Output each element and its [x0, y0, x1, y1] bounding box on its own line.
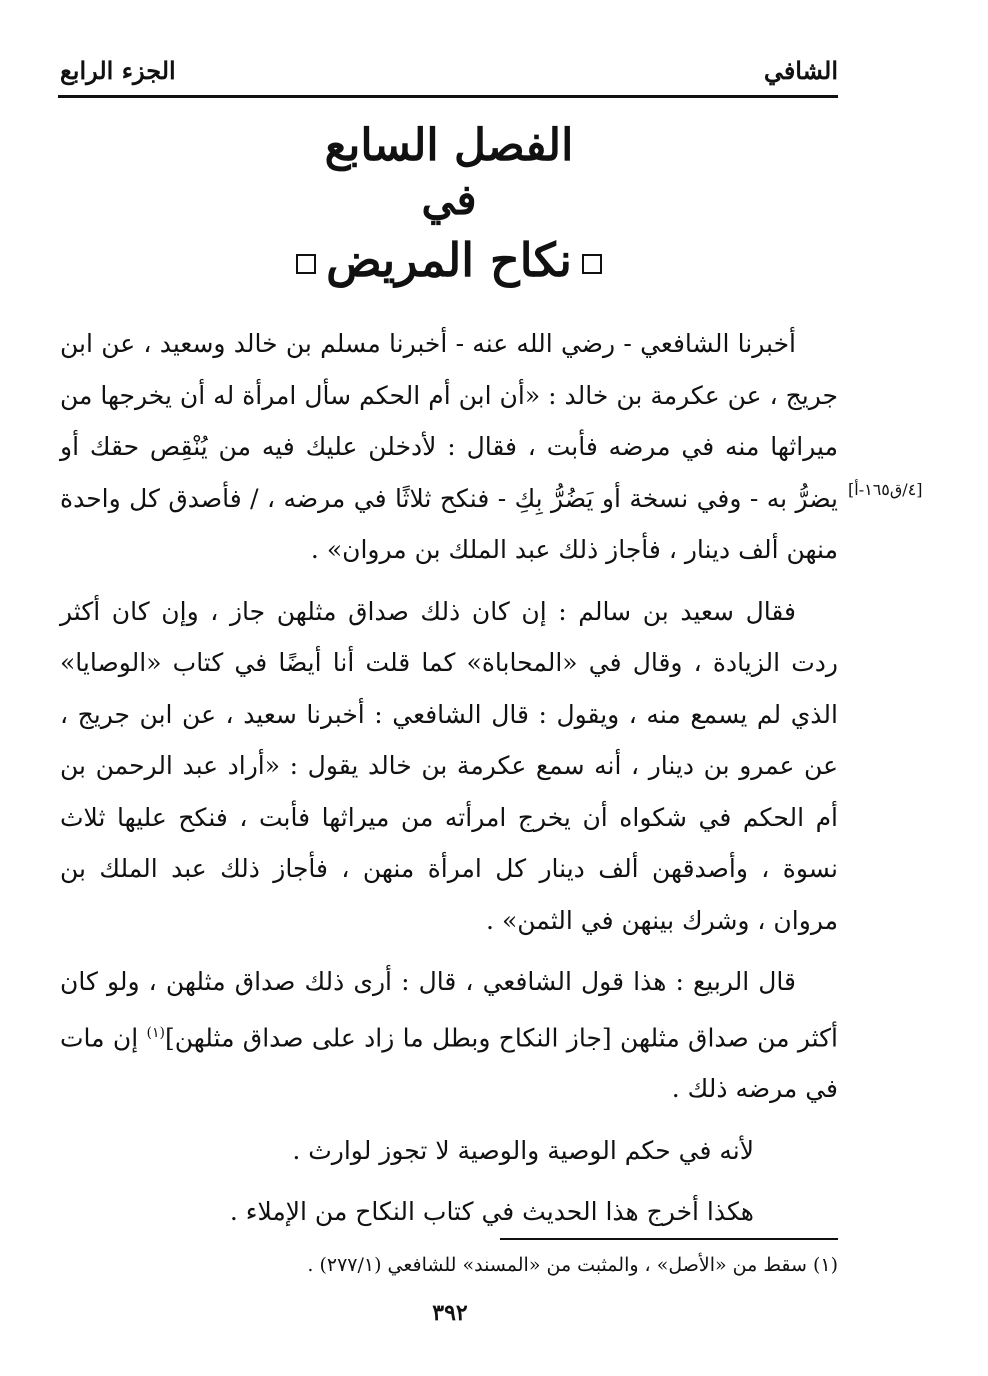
footnote: (١) سقط من «الأصل» ، والمثبت من «المسند» للشافعي (٢٧٧/١) . — [307, 1254, 838, 1276]
square-ornament-right — [582, 254, 602, 274]
book-title: الشافي — [763, 56, 838, 85]
page-number: ٣٩٢ — [432, 1300, 468, 1326]
running-header — [60, 56, 838, 96]
paragraph-5: هكذا أخرج هذا الحديث في كتاب النكاح من الإملاء . — [229, 1197, 754, 1227]
chapter-title — [60, 118, 838, 294]
part-label: الجزء الرابع — [60, 56, 176, 85]
square-ornament-left — [296, 254, 316, 274]
chapter-title-line3 — [60, 226, 838, 294]
footnote-rule — [500, 1238, 838, 1240]
paragraph-3-text: قال الربيع : هذا قول الشافعي ، قال : أرى ذلك صداق مثلهن ، ولو كان أكثر من صداق مثلهن [جاز النكاح وبطل ما زاد على صداق مثلهن] — [60, 967, 839, 1052]
header-rule — [58, 95, 838, 98]
chapter-title-line2: في — [421, 175, 477, 224]
footnote-marker: (١) — [146, 1024, 165, 1041]
paragraph-4: لأنه في حكم الوصية والوصية لا تجوز لوارث . — [292, 1135, 754, 1165]
paragraph-3 — [60, 956, 838, 1115]
paragraph-3-tail: إن مات في مرضه ذلك . — [60, 1022, 838, 1104]
manuscript-folio-note: [٤/ق١٦٥-أ] — [848, 480, 923, 499]
paragraph-1: أخبرنا الشافعي - رضي الله عنه - أخبرنا مسلم بن خالد وسعيد ، عن ابن جريج ، عن عكرمة بن خالد : «أن ابن أم الحكم سأل امرأة له أن يخرجها من ميراثها منه في مرضه فأبت ، فقال : لأدخلن عليك فيه من يُنْقِص حقك أو يضرُّ به - وفي نسخة أو يَضُرُّ بِكِ - فنكح ثلاثًا في مرضه ، / فأصدق كل واحدة منهن ألف دينار ، فأجاز ذلك عبد الملك بن مروان» . — [60, 329, 838, 564]
chapter-title-text: نكاح المريض — [326, 233, 572, 287]
main-text — [60, 318, 838, 1248]
paragraph-2: فقال سعيد بن سالم : إن كان ذلك صداق مثلهن جاز ، وإن كان أكثر ردت الزيادة ، وقال في «المحاباة» كما قلت أنا أيضًا في كتاب «الوصايا» الذي لم يسمع منه ، ويقول : قال الشافعي : أخبرنا سعيد ، عن ابن جريج ، عن عمرو بن دينار ، أنه سمع عكرمة بن خالد يقول : «أراد عبد الرحمن بن أم الحكم في شكواه أن يخرج امرأته من ميراثها فأبت ، فنكح عليها ثلاث نسوة ، وأصدقهن ألف دينار كل امرأة منهن ، فأجاز ذلك عبد الملك بن مروان ، وشرك بينهن في الثمن» . — [60, 596, 838, 935]
chapter-title-line1: الفصل السابع — [324, 120, 574, 171]
